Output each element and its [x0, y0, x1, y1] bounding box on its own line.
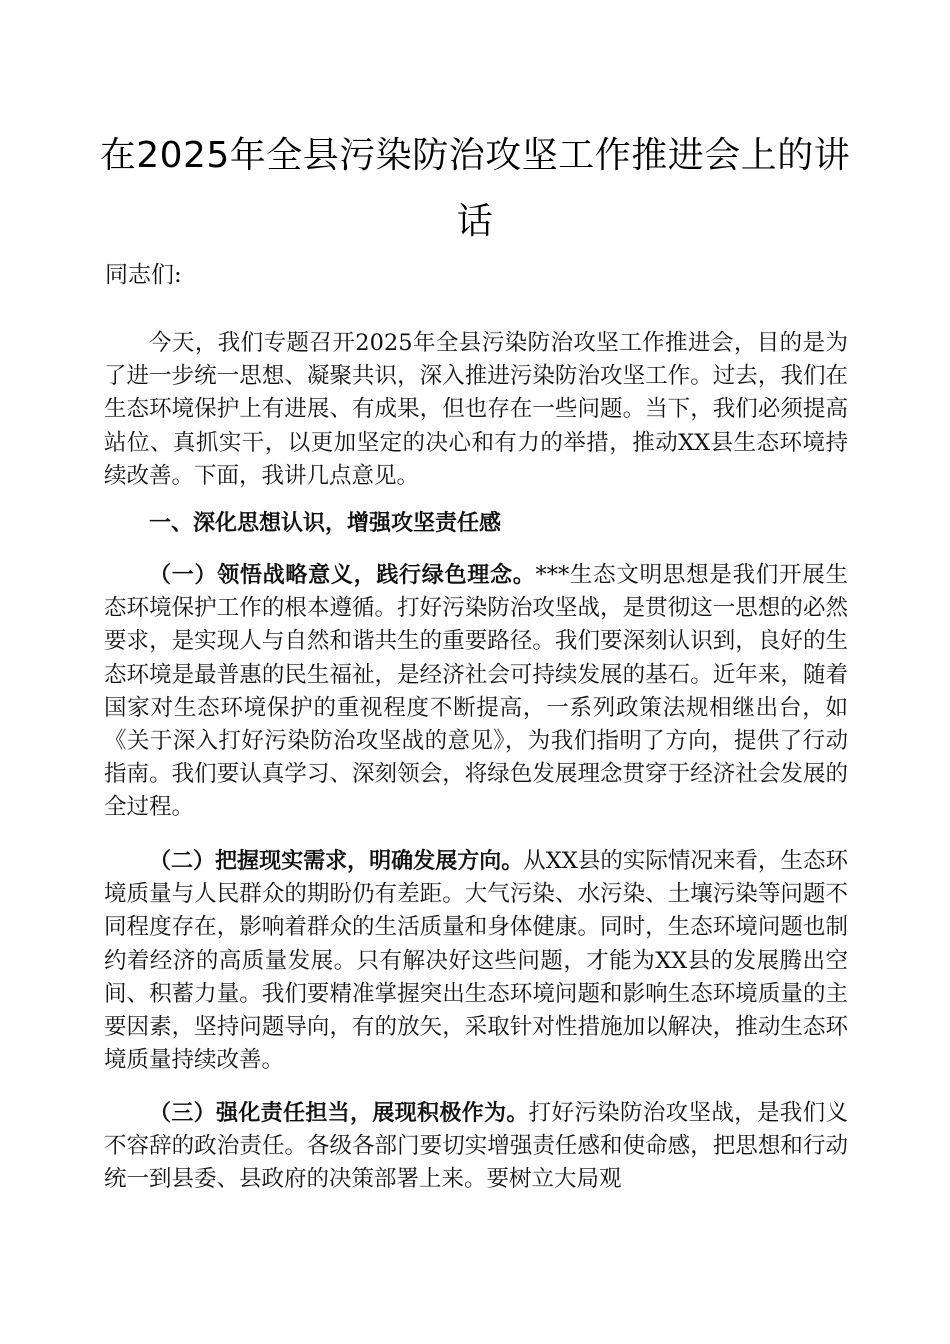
paragraph-item-3 — [104, 1097, 848, 1197]
section-heading-1: 一、深化思想认识，增强攻坚责任感 — [149, 511, 502, 536]
paragraph-item-2 — [104, 845, 848, 1077]
item-3-lead: （三）强化责任担当，展现积极作为。 — [149, 1101, 529, 1126]
document-title-line2: 话 — [456, 201, 494, 242]
item-3-body: 打好污染防治攻坚战，是我们义不容辞的政治责任。各级各部门要切实增强责任感和使命感，把思想和行动统一到县委、县政府的决策部署上来。要树立大局观 — [104, 1100, 848, 1193]
paragraph-item-1 — [104, 559, 848, 825]
salutation: 同志们: — [105, 262, 182, 288]
intro-paragraph: 今天，我们专题召开2025年全县污染防治攻坚工作推进会，目的是为了进一步统一思想、凝聚共识，深入推进污染防治攻坚工作。过去，我们在生态环境保护上有进展、有成果，但也存在一些问题。当下，我们必须提高站位、真抓实干，以更加坚定的决心和有力的举措，推动XX县生态环境持续改善。下面，我讲几点意见。 — [104, 330, 848, 489]
document-title-line1: 在2025年全县污染防治攻坚工作推进会上的讲 — [99, 135, 851, 176]
item-1-body: ***生态文明思想是我们开展生态环境保护工作的根本遵循。打好污染防治攻坚战，是贯彻这一思想的必然要求，是实现人与自然和谐共生的重要路径。我们要深刻认识到，良好的生态环境是最普惠的民生福祉，是经济社会可持续发展的基石。近年来，随着国家对生态环境保护的重视程度不断提高，一系列政策法规相继出台，如《关于深入打好污染防治攻坚战的意见》，为我们指明了方向，提供了行动指南。我们要认真学习、深刻领会，将绿色发展理念贯穿于经济社会发展的全过程。 — [104, 562, 848, 821]
item-2-lead: （二）把握现实需求，明确发展方向。 — [149, 849, 524, 874]
item-2-body: 从XX县的实际情况来看，生态环境质量与人民群众的期盼仍有差距。大气污染、水污染、土壤污染等问题不同程度存在，影响着群众的生活质量和身体健康。同时，生态环境问题也制约着经济的高质量发展。只有解决好这些问题，才能为XX县的发展腾出空间、积蓄力量。我们要精准掌握突出生态环境问题和影响生态环境质量的主要因素，坚持问题导向，有的放矢，采取针对性措施加以解决，推动生态环境质量持续改善。 — [104, 848, 848, 1074]
item-1-lead: （一）领悟战略意义，践行绿色理念。 — [149, 563, 536, 588]
